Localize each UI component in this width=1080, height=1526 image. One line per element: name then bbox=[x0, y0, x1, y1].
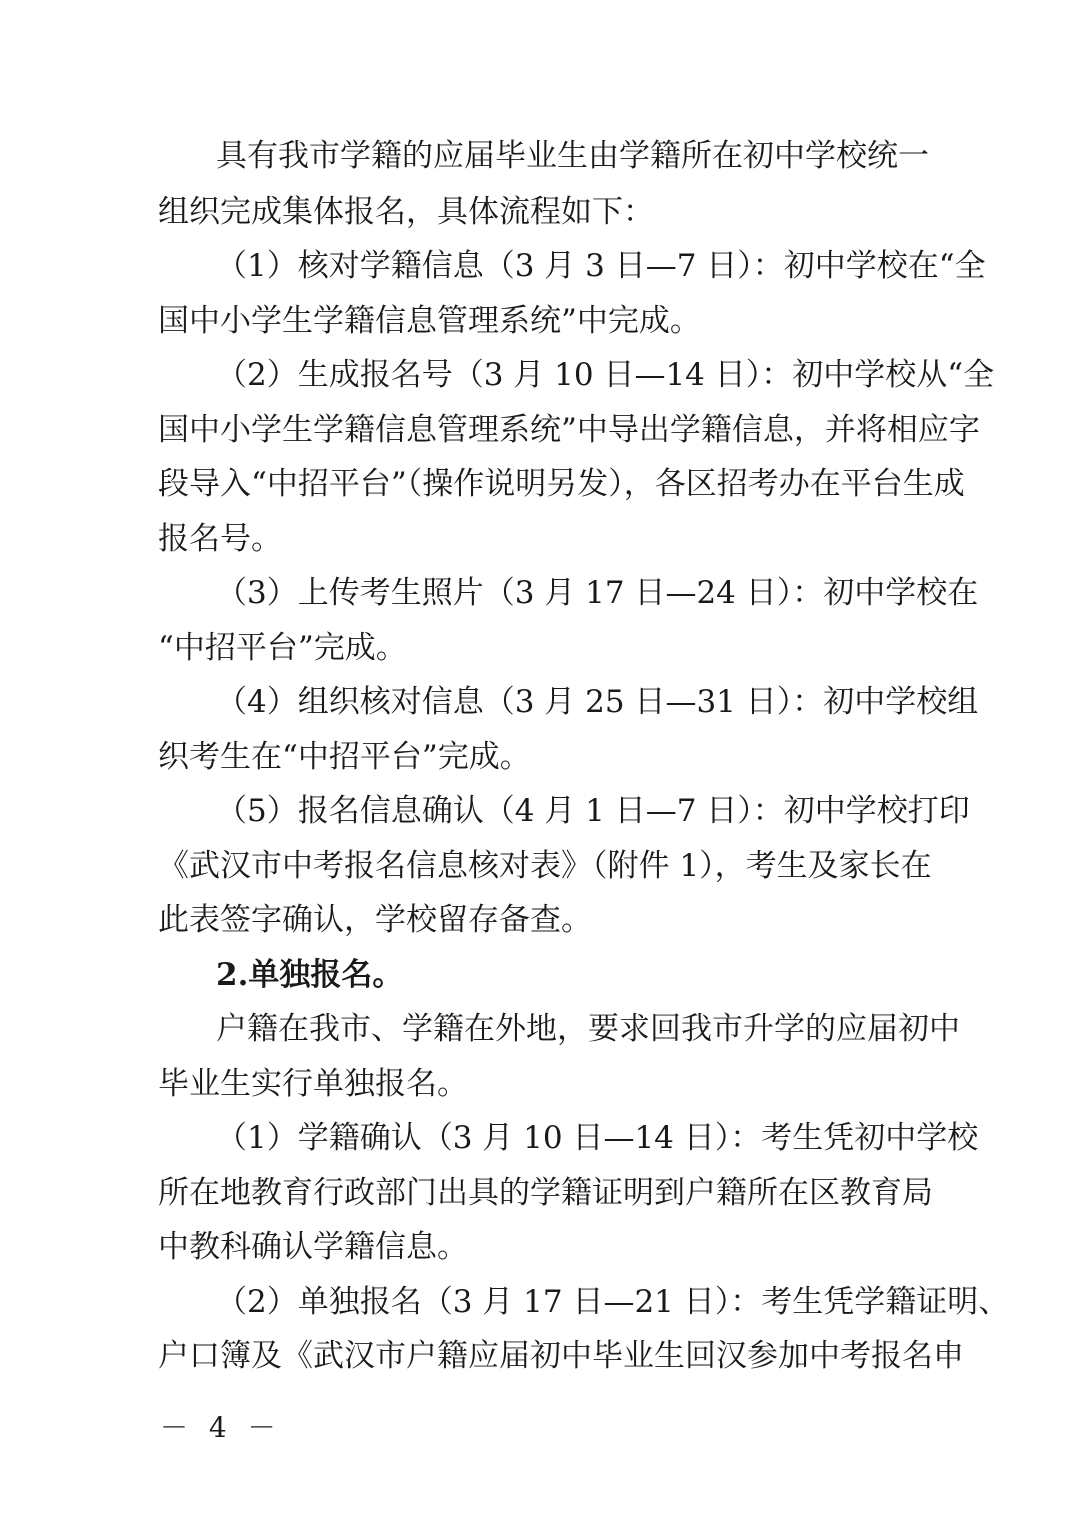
paragraph-line: 此表签字确认，学校留存备查。 bbox=[158, 902, 592, 938]
paragraph-line: 所在地教育行政部门出具的学籍证明到户籍所在区教育局 bbox=[158, 1175, 933, 1211]
paragraph-line: 段导入“中招平台”（操作说明另发），各区招考办在平台生成 bbox=[158, 466, 965, 502]
paragraph-line: 《武汉市中考报名信息核对表》（附件 1），考生及家长在 bbox=[158, 848, 932, 884]
paragraph-line: 户口簿及《武汉市户籍应届初中毕业生回汉参加中考报名申 bbox=[158, 1338, 964, 1374]
page-number: － 4 － bbox=[160, 1411, 282, 1444]
paragraph-line: （3）上传考生照片（3 月 17 日—24 日）：初中学校在 bbox=[216, 575, 979, 611]
paragraph-line: 报名号。 bbox=[158, 521, 282, 557]
paragraph-line: “中招平台”完成。 bbox=[158, 630, 407, 666]
paragraph-line: 毕业生实行单独报名。 bbox=[158, 1066, 468, 1102]
paragraph-line: （1）核对学籍信息（3 月 3 日—7 日）：初中学校在“全 bbox=[216, 248, 986, 284]
paragraph-line: （5）报名信息确认（4 月 1 日—7 日）：初中学校打印 bbox=[216, 793, 970, 829]
paragraph-line: 国中小学生学籍信息管理系统”中导出学籍信息，并将相应字 bbox=[158, 412, 980, 448]
paragraph-line: （2）单独报名（3 月 17 日—21 日）：考生凭学籍证明、 bbox=[216, 1284, 1010, 1320]
section-heading: 2.单独报名。 bbox=[216, 957, 404, 993]
paragraph-line: 组织完成集体报名，具体流程如下： bbox=[158, 194, 654, 230]
paragraph-line: 织考生在“中招平台”完成。 bbox=[158, 739, 531, 775]
paragraph-line: （2）生成报名号（3 月 10 日—14 日）：初中学校从“全 bbox=[216, 357, 995, 393]
paragraph-line: （1）学籍确认（3 月 10 日—14 日）：考生凭初中学校 bbox=[216, 1120, 979, 1156]
paragraph-line: 户籍在我市、学籍在外地，要求回我市升学的应届初中 bbox=[216, 1011, 960, 1047]
paragraph-line: （4）组织核对信息（3 月 25 日—31 日）：初中学校组 bbox=[216, 684, 979, 720]
paragraph-line: 国中小学生学籍信息管理系统”中完成。 bbox=[158, 303, 701, 339]
paragraph-line: 中教科确认学籍信息。 bbox=[158, 1229, 468, 1265]
paragraph-line: 具有我市学籍的应届毕业生由学籍所在初中学校统一 bbox=[216, 138, 929, 174]
